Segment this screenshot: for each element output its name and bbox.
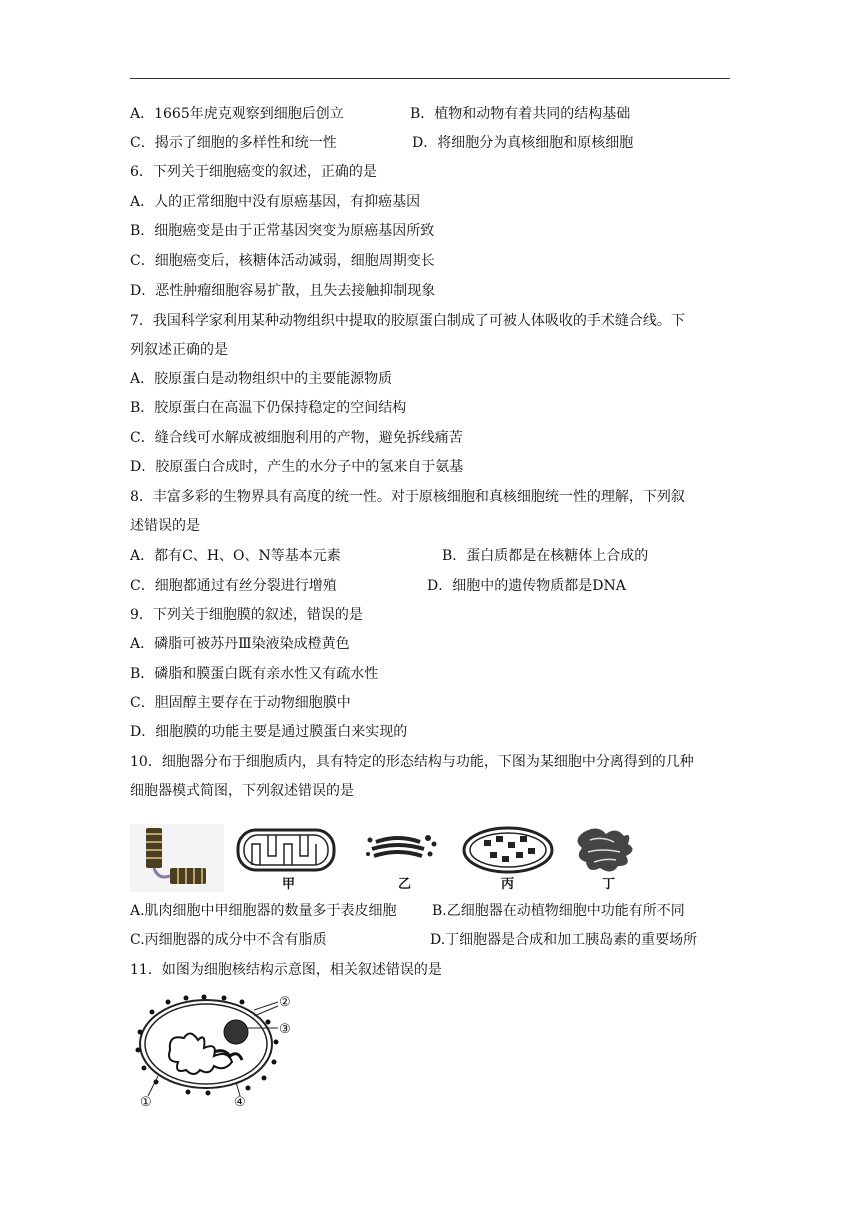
q6-option-c: C．细胞癌变后，核糖体活动减弱，细胞周期变长 — [130, 253, 435, 269]
q5-option-c: C．揭示了细胞的多样性和统一性 — [130, 135, 337, 151]
q10-option-d: D.丁细胞器是合成和加工胰岛素的重要场所 — [430, 932, 698, 948]
q10-option-b: B.乙细胞器在动植物细胞中功能有所不同 — [432, 903, 685, 919]
q8-stem-line2: 述错误的是 — [130, 518, 200, 534]
q7-stem-line2: 列叙述正确的是 — [130, 342, 228, 358]
q6-option-a: A．人的正常细胞中没有原癌基因，有抑癌基因 — [130, 194, 421, 210]
organelle-label-jia: 甲 — [282, 876, 296, 891]
q6-option-b: B．细胞癌变是由于正常基因突变为原癌基因所致 — [130, 223, 435, 239]
nuclear-envelope — [140, 1000, 272, 1088]
leader-line-1 — [148, 1076, 158, 1096]
q9-option-a: A．磷脂可被苏丹Ⅲ染液染成橙黄色 — [130, 636, 350, 652]
golgi-diagram — [366, 835, 437, 857]
leader-line-4 — [236, 1082, 240, 1096]
q5-option-d: D．将细胞分为真核细胞和原核细胞 — [412, 135, 634, 151]
q6-option-d: D．恶性肿瘤细胞容易扩散，且失去接触抑制现象 — [130, 283, 436, 299]
ribosome-dots — [136, 995, 279, 1096]
q7-stem-line1: 7．我国科学家利用某种动物组织中提取的胶原蛋白制成了可被人体吸收的手术缝合线。下 — [130, 313, 685, 329]
q8-option-c: C．细胞都通过有丝分裂进行增殖 — [130, 578, 337, 594]
q9-option-c: C．胆固醇主要存在于动物细胞膜中 — [130, 695, 351, 711]
q7-option-d: D．胶原蛋白合成时，产生的水分子中的氢来自于氨基 — [130, 459, 464, 475]
q10-stem-line1: 10．细胞器分布于细胞质内，具有特定的形态结构与功能，下图为某细胞中分离得到的几种 — [130, 754, 694, 770]
q8-option-d: D．细胞中的遗传物质都是DNA — [427, 578, 626, 594]
header-rule — [130, 78, 730, 79]
organelle-figure — [128, 822, 668, 894]
q8-stem-line1: 8．丰富多彩的生物界具有高度的统一性。对于原核细胞和真核细胞统一性的理解，下列叙 — [130, 489, 685, 505]
chromatin — [169, 1033, 232, 1074]
q10-option-c: C.丙细胞器的成分中不含有脂质 — [130, 932, 327, 948]
q11-stem: 11．如图为细胞核结构示意图，相关叙述错误的是 — [130, 962, 442, 978]
q7-option-b: B．胶原蛋白在高温下仍保持稳定的空间结构 — [130, 400, 407, 416]
centriole-image — [130, 824, 224, 892]
organelle-label-yi: 乙 — [398, 876, 412, 891]
label-4: ④ — [234, 1095, 246, 1108]
leader-line-2 — [254, 1002, 278, 1010]
label-3: ③ — [279, 1022, 291, 1037]
leader-line-2b — [254, 1006, 278, 1016]
q9-stem: 9．下列关于细胞膜的叙述，错误的是 — [130, 607, 363, 623]
mitochondrion-diagram — [238, 830, 334, 870]
q9-option-d: D．细胞膜的功能主要是通过膜蛋白来实现的 — [130, 724, 408, 740]
q7-option-a: A．胶原蛋白是动物组织中的主要能源物质 — [130, 371, 393, 387]
q10-stem-line2: 细胞器模式简图，下列叙述错误的是 — [130, 783, 354, 799]
nucleolus — [224, 1020, 248, 1044]
q5-option-b: B．植物和动物有着共同的结构基础 — [410, 106, 631, 122]
nucleus-figure — [128, 992, 328, 1108]
q10-option-a: A.肌肉细胞中甲细胞器的数量多于表皮细胞 — [130, 903, 397, 919]
q7-option-c: C．缝合线可水解成被细胞利用的产物，避免拆线痛苦 — [130, 430, 463, 446]
q5-option-a: A．1665年虎克观察到细胞后创立 — [130, 106, 344, 122]
label-1: ① — [140, 1095, 152, 1108]
q6-stem: 6．下列关于细胞癌变的叙述，正确的是 — [130, 164, 377, 180]
q8-option-b: B．蛋白质都是在核糖体上合成的 — [442, 548, 649, 564]
organelle-label-ding: 丁 — [602, 876, 616, 891]
q8-option-a: A．都有C、H、O、N等基本元素 — [130, 548, 341, 564]
er-diagram — [577, 828, 632, 871]
label-2: ② — [279, 995, 291, 1010]
chloroplast-diagram — [464, 828, 552, 872]
q9-option-b: B．磷脂和膜蛋白既有亲水性又有疏水性 — [130, 666, 379, 682]
organelle-label-bing: 丙 — [501, 876, 515, 891]
